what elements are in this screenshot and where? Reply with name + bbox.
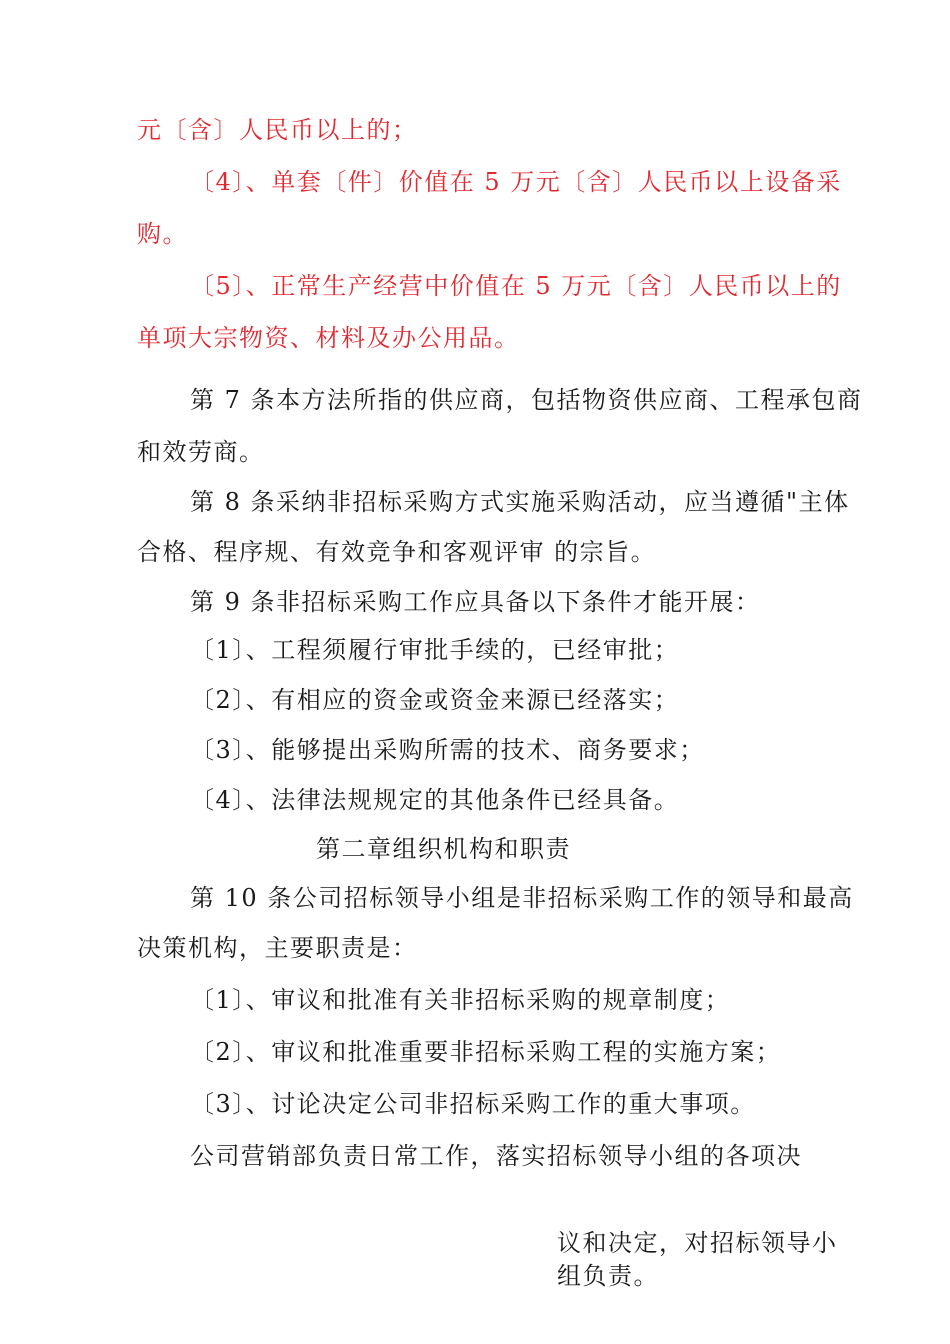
text-line: 〔3〕、能够提出采购所需的技术、商务要求；: [190, 736, 705, 764]
text-line: 〔4〕、法律法规规定的其他条件已经具备。: [190, 786, 680, 814]
text-line: 第 8 条采纳非招标采购方式实施采购活动，应当遵循"主体: [190, 488, 850, 516]
text-line: 购。: [137, 220, 188, 248]
text-line: 公司营销部负责日常工作，落实招标领导小组的各项决: [190, 1142, 802, 1170]
text-line: 〔3〕、讨论决定公司非招标采购工作的重大事项。: [190, 1090, 756, 1118]
text-line: 〔1〕、审议和批准有关非招标采购的规章制度；: [190, 986, 731, 1014]
text-line: 〔2〕、有相应的资金或资金来源已经落实；: [190, 686, 680, 714]
text-line: 〔5〕、正常生产经营中价值在 5 万元〔含〕人民币以上的: [190, 272, 842, 300]
text-line: 元〔含〕人民币以上的；: [137, 116, 418, 144]
text-line: 和效劳商。: [137, 438, 265, 466]
text-line: 〔1〕、工程须履行审批手续的，已经审批；: [190, 636, 680, 664]
text-line: 决策机构，主要职责是：: [137, 934, 418, 962]
text-line: 合格、程序规、有效竞争和客观评审 的宗旨。: [137, 538, 657, 566]
text-line: 议和决定，对招标领导小: [557, 1229, 838, 1257]
text-line: 第 9 条非招标采购工作应具备以下条件才能开展：: [190, 588, 761, 616]
text-line: 〔2〕、审议和批准重要非招标采购工程的实施方案；: [190, 1038, 782, 1066]
text-line: 〔4〕、单套〔件〕价值在 5 万元〔含〕人民币以上设备采: [190, 168, 842, 196]
text-line: 第 7 条本方法所指的供应商，包括物资供应商、工程承包商: [190, 386, 863, 414]
chapter-heading: 第二章组织机构和职责: [316, 835, 571, 863]
text-line: 组负责。: [557, 1262, 659, 1290]
text-line: 单项大宗物资、材料及办公用品。: [137, 324, 520, 352]
text-line: 第 10 条公司招标领导小组是非招标采购工作的领导和最高: [190, 884, 854, 912]
